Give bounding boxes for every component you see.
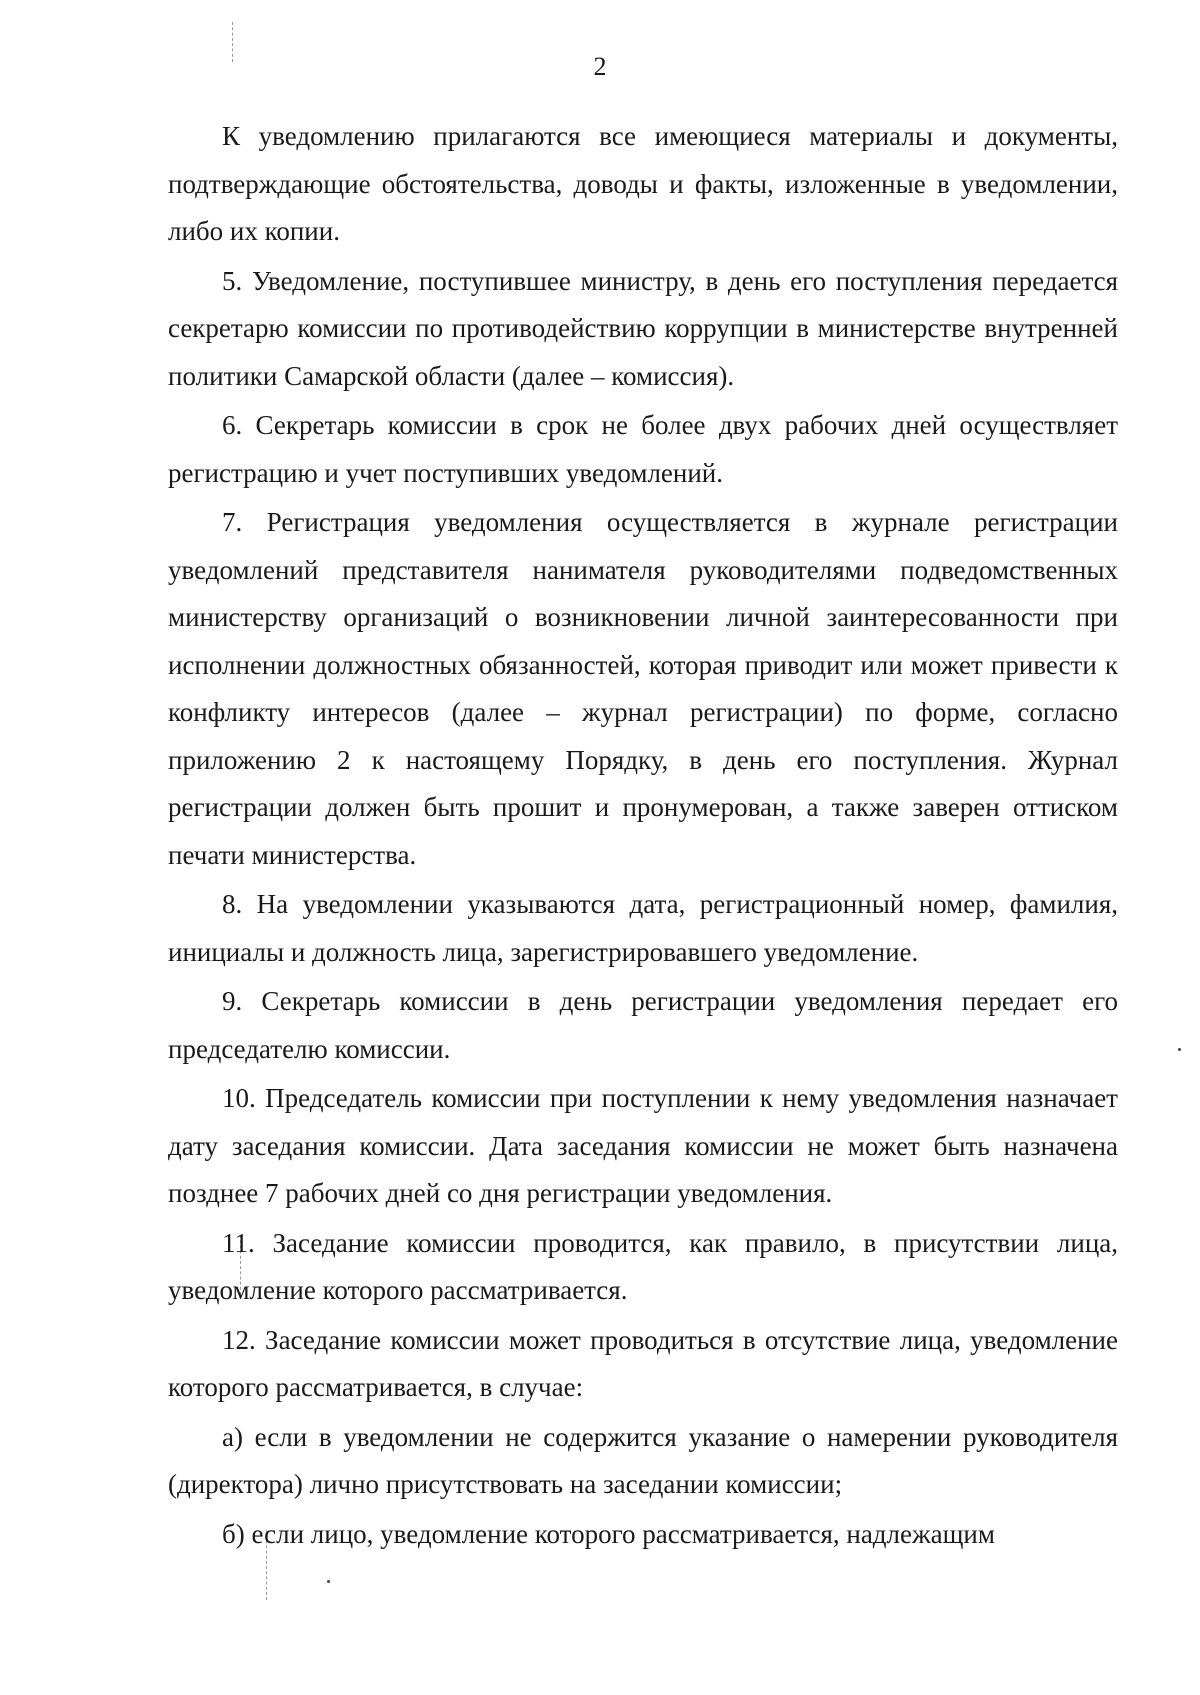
paragraph-item-8: 8. На уведомлении указываются дата, регистрационный номер, фамилия, инициалы и должность лица, зарегистрировавшего уведомление. (168, 889, 1118, 967)
paragraph-item-12b: б) если лицо, уведомление которого рассматривается, надлежащим (222, 1518, 995, 1549)
paragraph-item-7: 7. Регистрация уведомления осуществляется в журнале регистрации уведомлений представителя нанимателя руководителями подведомственных министерству организаций о возникновении личной заинтересованности при исполнении должностных обязанностей, которая приводит или может привести к конфликту интересов (далее – журнал регистрации) по форме, согласно приложению 2 к настоящему Порядку, в день его поступления. Журнал регистрации должен быть прошит и пронумерован, а также заверен оттиском печати министерства. (168, 507, 1118, 870)
paragraph-attachments: К уведомлению прилагаются все имеющиеся материалы и документы, подтверждающие обстоятельства, доводы и факты, изложенные в уведомлении, либо их копии. (168, 121, 1118, 246)
paragraph-item-12a: а) если в уведомлении не содержится указание о намерении руководителя (директора) лично присутствовать на заседании комиссии; (168, 1421, 1118, 1499)
paragraph-item-12: 12. Заседание комиссии может проводиться в отсутствие лица, уведомление которого рассматривается, в случае: (168, 1324, 1118, 1402)
page-number: 2 (593, 52, 607, 81)
paragraph-item-6: 6. Секретарь комиссии в срок не более двух рабочих дней осуществляет регистрацию и учет поступивших уведомлений. (168, 410, 1118, 488)
document-body (168, 113, 1118, 1558)
paragraph-item-5: 5. Уведомление, поступившее министру, в день его поступления передается секретарю комиссии по противодействию коррупции в министерстве внутренней политики Самарской области (далее – комиссия). (168, 265, 1118, 391)
paragraph-item-10: 10. Председатель комиссии при поступлении к нему уведомления назначает дату заседания комиссии. Дата заседания комиссии не может быть назначена позднее 7 рабочих дней со дня регистрации уведомления. (168, 1083, 1118, 1208)
scan-speck (1178, 1048, 1181, 1051)
scan-speck (327, 1580, 330, 1583)
paragraph-item-9: 9. Секретарь комиссии в день регистрации уведомления передает его председателю комиссии. (168, 986, 1118, 1064)
paragraph-item-11: 11. Заседание комиссии проводится, как правило, в присутствии лица, уведомление которого рассматривается. (168, 1227, 1118, 1305)
